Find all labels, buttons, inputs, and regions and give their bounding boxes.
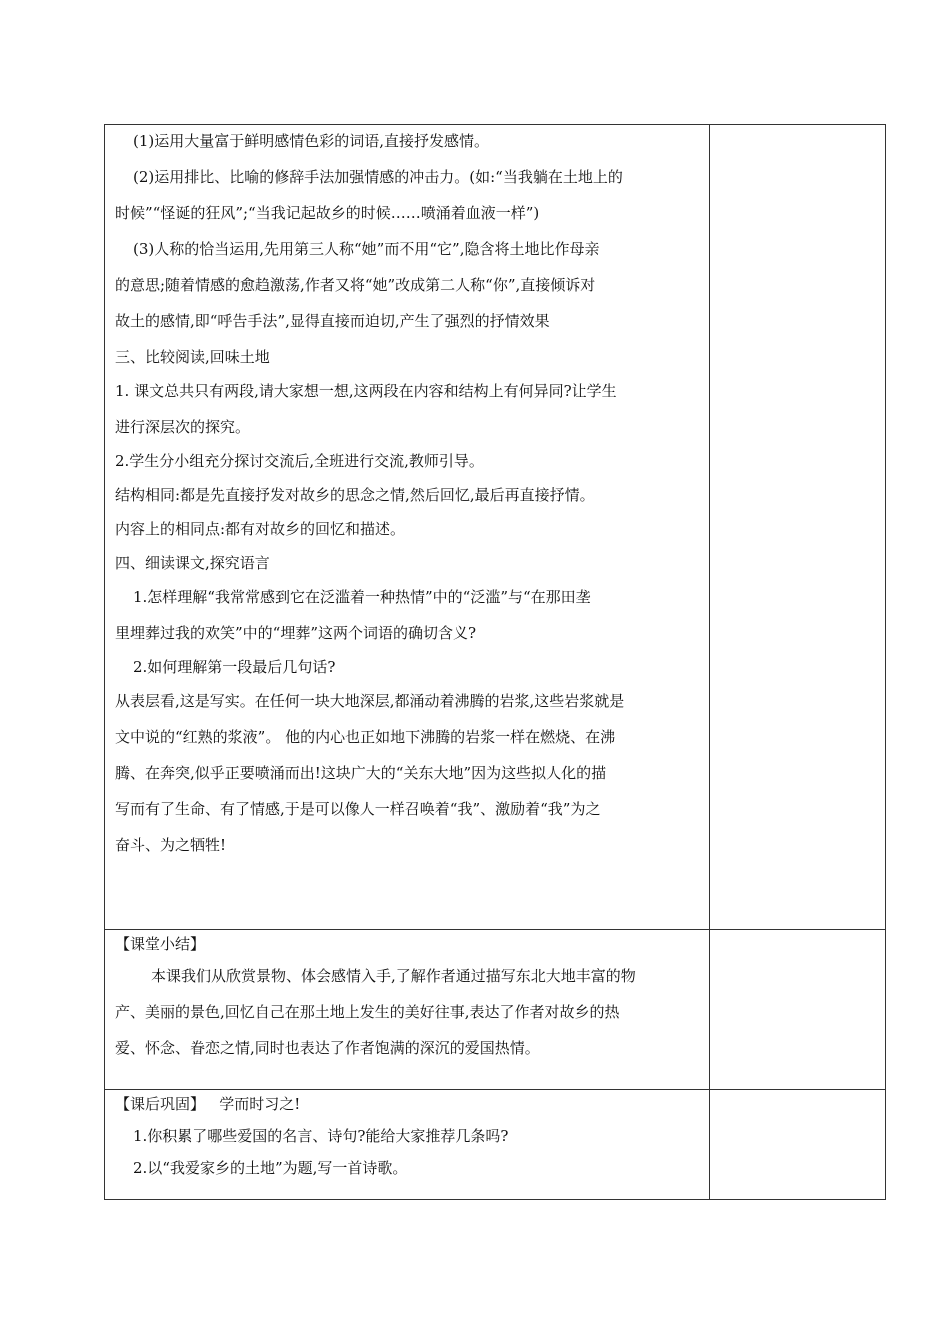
text-line: 结构相同:都是先直接抒发对故乡的思念之情,然后回忆,最后再直接抒情。	[115, 486, 595, 504]
text-line: 的意思;随着情感的愈趋激荡,作者又将“她”改成第二人称“你”,直接倾诉对	[115, 276, 596, 294]
table-row	[105, 1090, 886, 1200]
text-line: (2)运用排比、比喻的修辞手法加强情感的冲击力。(如:“当我躺在土地上的	[133, 168, 623, 186]
table-row	[105, 930, 886, 1090]
text-line: 写而有了生命、有了情感,于是可以像人一样召唤着“我”、激励着“我”为之	[115, 800, 601, 818]
side-notes-cell	[710, 1090, 886, 1200]
side-notes-cell	[710, 930, 886, 1090]
text-line: 产、美丽的景色,回忆自己在那土地上发生的美好往事,表达了作者对故乡的热	[115, 1003, 620, 1021]
text-line: 1.你积累了哪些爱国的名言、诗句?能给大家推荐几条吗?	[133, 1127, 509, 1145]
homework-cell	[105, 1090, 710, 1200]
text-line: 内容上的相同点:都有对故乡的回忆和描述。	[115, 520, 406, 538]
text-line: 本课我们从欣赏景物、体会感情入手,了解作者通过描写东北大地丰富的物	[151, 967, 636, 985]
text-line: 爱、怀念、眷恋之情,同时也表达了作者饱满的深沉的爱国热情。	[115, 1039, 540, 1057]
text-line: 奋斗、为之牺牲!	[115, 836, 227, 854]
text-line: 里埋葬过我的欢笑”中的“埋葬”这两个词语的确切含义?	[115, 624, 477, 642]
table-row	[105, 125, 886, 930]
section-heading: 三、比较阅读,回味土地	[115, 348, 270, 366]
lesson-table	[104, 124, 886, 1200]
text-line: 从表层看,这是写实。在任何一块大地深层,都涌动着沸腾的岩浆,这些岩浆就是	[115, 692, 625, 710]
text-line: 时候”“怪诞的狂风”;“当我记起故乡的时候……喷涌着血液一样”)	[115, 204, 540, 222]
text-line: 进行深层次的探究。	[115, 418, 251, 436]
summary-heading: 【课堂小结】	[115, 935, 206, 953]
side-notes-cell	[710, 125, 886, 930]
text-line: 故土的感情,即“呼告手法”,显得直接而迫切,产生了强烈的抒情效果	[115, 312, 550, 330]
main-cell-analysis	[105, 125, 710, 930]
text-line: (3)人称的恰当运用,先用第三人称“她”而不用“它”,隐含将土地比作母亲	[133, 240, 600, 258]
summary-cell	[105, 930, 710, 1090]
text-line: (1)运用大量富于鲜明感情色彩的词语,直接抒发感情。	[133, 132, 490, 150]
text-line: 腾、在奔突,似乎正要喷涌而出!这块广大的“关东大地”因为这些拟人化的描	[115, 764, 607, 782]
text-line: 2.学生分小组充分探讨交流后,全班进行交流,教师引导。	[115, 452, 484, 470]
text-line: 文中说的“红熟的浆液”。 他的内心也正如地下沸腾的岩浆一样在燃烧、在沸	[115, 728, 616, 746]
text-line: 2.如何理解第一段最后几句话?	[133, 658, 336, 676]
text-line: 1.怎样理解“我常常感到它在泛滥着一种热情”中的“泛滥”与“在那田垄	[133, 588, 591, 606]
text-line: 2.以“我爱家乡的土地”为题,写一首诗歌。	[133, 1159, 408, 1177]
homework-heading: 【课后巩固】 学而时习之!	[115, 1095, 301, 1113]
text-line: 1. 课文总共只有两段,请大家想一想,这两段在内容和结构上有何异同?让学生	[115, 382, 617, 400]
section-heading: 四、细读课文,探究语言	[115, 554, 270, 572]
